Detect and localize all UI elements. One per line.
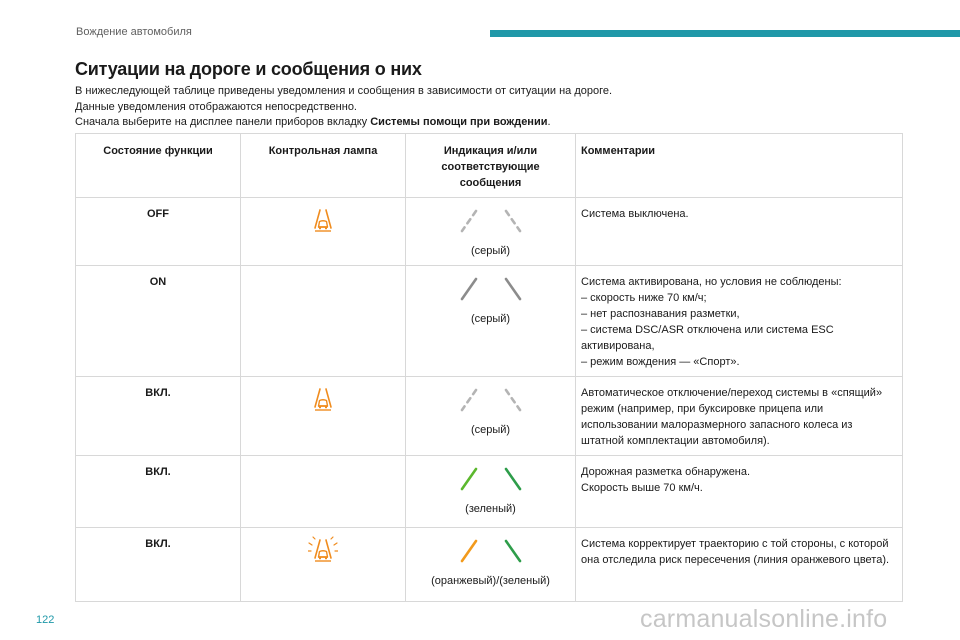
lane-lines-indicator xyxy=(456,208,526,234)
function-state: ВКЛ. xyxy=(76,456,241,528)
comment-line: Автоматическое отключение/переход системы в «спящий» режим (например, при буксировке прицепа или использовании малоразмерного запасного колеса из штатной комплектации автомобиля). xyxy=(581,387,883,447)
section-header: Вождение автомобиля xyxy=(76,26,192,38)
intro-text xyxy=(75,84,612,131)
header-accent-bar xyxy=(490,30,960,37)
lane-lines-indicator xyxy=(456,276,526,302)
warning-lamp-cell xyxy=(241,198,406,266)
indication-cell xyxy=(406,377,576,456)
indication-cell xyxy=(406,198,576,266)
intro-line: В нижеследующей таблице приведены уведомления и сообщения в зависимости от ситуации на дороге. xyxy=(75,85,613,97)
lane-lines-indicator xyxy=(456,387,526,413)
indication-color-label: (серый) xyxy=(470,245,511,257)
lane-keeping-warning-icon xyxy=(308,385,338,415)
comment-line: Дорожная разметка обнаружена. xyxy=(581,466,751,478)
column-header-indication: Индикация и/или соответствующие сообщения xyxy=(406,134,576,198)
page-number: 122 xyxy=(36,614,55,626)
intro-line-suffix: . xyxy=(547,116,551,128)
comment-line: – режим вождения — «Спорт». xyxy=(581,356,740,368)
indication-cell xyxy=(406,528,576,602)
comment-line: Система выключена. xyxy=(581,208,689,220)
function-state: ВКЛ. xyxy=(76,377,241,456)
comment-line: – нет распознавания разметки, xyxy=(581,308,740,320)
comments-cell xyxy=(576,266,903,377)
driving-assist-tab-name: Системы помощи при вождении xyxy=(370,116,548,128)
comment-line: – система DSC/ASR отключена или система ESC активирована, xyxy=(581,324,834,352)
indication-color-label: (серый) xyxy=(470,424,511,436)
table-body xyxy=(76,198,903,602)
indication-cell xyxy=(406,456,576,528)
lane-keeping-warning-icon xyxy=(308,206,338,236)
comment-line: – скорость ниже 70 км/ч; xyxy=(581,292,707,304)
comments-cell xyxy=(576,456,903,528)
watermark: carmanualsonline.info xyxy=(640,605,888,633)
comment-line: Скорость выше 70 км/ч. xyxy=(581,482,703,494)
intro-line: Данные уведомления отображаются непосредственно. xyxy=(75,100,357,113)
comment-line: Система активирована, но условия не соблюдены: xyxy=(581,276,842,288)
warning-lamp-cell xyxy=(241,266,406,377)
comments-cell xyxy=(576,528,903,602)
intro-line xyxy=(75,115,612,131)
column-header-comments: Комментарии xyxy=(576,134,903,198)
warning-lamp-cell xyxy=(241,528,406,602)
indication-cell xyxy=(406,266,576,377)
table-row xyxy=(76,528,903,602)
comment-line: Система корректирует траекторию с той стороны, с которой она отследила риск пересечения (линия оранжевого цвета). xyxy=(581,538,890,566)
function-state: ВКЛ. xyxy=(76,528,241,602)
comments-cell xyxy=(576,198,903,266)
lane-lines-indicator xyxy=(456,466,526,492)
function-state: ON xyxy=(76,266,241,377)
table-row xyxy=(76,198,903,266)
comments-cell xyxy=(576,377,903,456)
page-title: Ситуации на дороге и сообщения о них xyxy=(75,59,422,79)
function-state: OFF xyxy=(76,198,241,266)
lane-assist-table xyxy=(75,133,903,602)
lane-keeping-active-icon xyxy=(308,536,338,566)
column-header-lamp: Контрольная лампа xyxy=(241,134,406,198)
warning-lamp-cell xyxy=(241,377,406,456)
indication-color-label: (оранжевый)/(зеленый) xyxy=(431,575,550,587)
lane-lines-indicator xyxy=(456,538,526,564)
intro-line-prefix: Сначала выберите на дисплее панели приборов вкладку xyxy=(75,116,371,128)
indication-color-label: (серый) xyxy=(470,313,511,325)
column-header-state: Состояние функции xyxy=(76,134,241,198)
table-row xyxy=(76,266,903,377)
table-row xyxy=(76,456,903,528)
indication-color-label: (зеленый) xyxy=(465,503,516,515)
table-header-row xyxy=(76,134,903,198)
table-row xyxy=(76,377,903,456)
warning-lamp-cell xyxy=(241,456,406,528)
